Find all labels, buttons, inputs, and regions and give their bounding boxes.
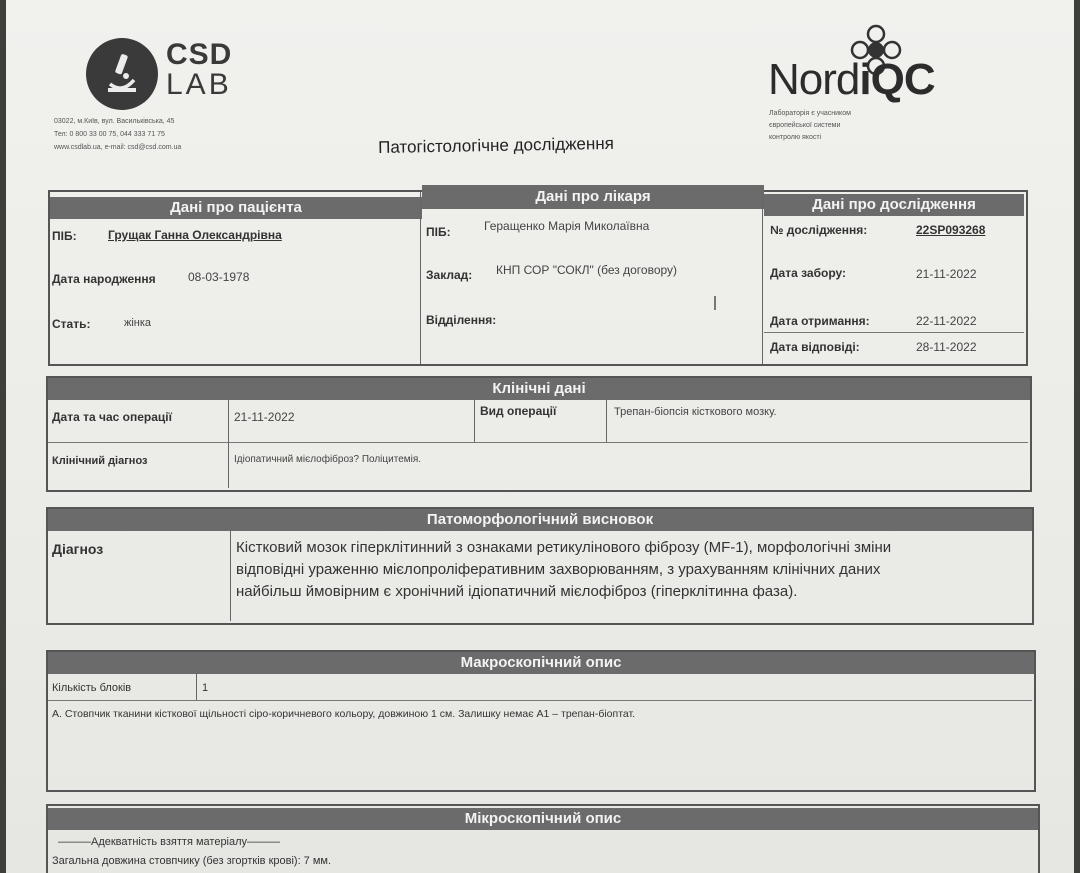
nordiqc-light: Nord [768, 55, 860, 104]
clinical-diagnosis-value: Ідіопатичний мієлофіброз? Поліцитемія. [234, 454, 422, 465]
column-divider [230, 531, 231, 621]
patient-name-value: Грущак Ганна Олександрівна [108, 228, 282, 242]
partner-line-1: Лабораторія є учасником [769, 110, 851, 117]
op-datetime-label: Дата та час операції [52, 410, 172, 424]
patient-name-label: ПІБ: [52, 229, 77, 243]
op-type-label: Вид операції [480, 404, 557, 418]
column-divider [420, 192, 421, 364]
patient-sex-label: Стать: [52, 317, 91, 331]
study-number-value: 22SP093268 [916, 223, 986, 237]
column-divider [474, 400, 475, 442]
conclusion-line-2: відповідні ураженню мієлопроліферативним захворюванням, з урахуванням клінічних даних [236, 561, 881, 578]
column-divider [762, 192, 763, 364]
column-divider [228, 400, 229, 488]
ink-mark [714, 296, 716, 310]
doctor-department-label: Відділення: [426, 313, 497, 327]
patient-header: Дані про пацієнта [50, 197, 422, 219]
op-type-value: Трепан-біопсія кісткового мозку. [614, 406, 777, 418]
conclusion-line-3: найбільш ймовірним є хронічний ідіопатичний мієлофіброз (гіперклітинна фаза). [236, 583, 798, 600]
clinical-header: Клінічні дані [48, 378, 1030, 400]
micro-adequacy-heading: Адекватність взяття матеріалу [91, 836, 248, 848]
patient-dob-value: 08-03-1978 [188, 270, 250, 284]
micro-length-line: Загальна довжина стовпчику (без згортків крові): 7 мм. [52, 855, 332, 867]
study-header: Дані про дослідження [764, 194, 1024, 216]
address-line-3: www.csdlab.ua, e-mail: csd@csd.com.ua [54, 144, 182, 151]
micro-header: Мікроскопічний опис [48, 808, 1038, 830]
partner-line-2: європейської системи [769, 122, 841, 129]
patient-sex-value: жінка [124, 317, 152, 329]
doctor-institution-label: Заклад: [426, 268, 473, 282]
nordiqc-bold: iQC [859, 55, 935, 104]
conclusion-header: Патоморфологічний висновок [48, 509, 1032, 531]
column-divider [606, 400, 607, 442]
logo-line-2: LAB [166, 68, 232, 101]
conclusion-line-1: Кістковий мозок гіперклітинний з ознаками ретикулінового фіброзу (MF-1), морфологічні зміни [236, 539, 892, 556]
nordiqc-logo [768, 55, 935, 104]
page-title: Патогістологічне дослідження [378, 133, 615, 157]
document-page [6, 0, 1074, 873]
address-line-2: Тел: 0 800 33 00 75, 044 333 71 75 [54, 131, 165, 138]
logo-line-1: CSD [166, 38, 233, 71]
macro-header: Макроскопічний опис [48, 652, 1034, 674]
row-divider [48, 442, 1028, 443]
column-divider [196, 674, 197, 700]
doctor-name-label: ПІБ: [426, 225, 451, 239]
study-response-value: 28-11-2022 [916, 340, 977, 354]
doctor-institution-value: КНП СОР "СОКЛ" (без договору) [496, 263, 678, 277]
macro-description: А. Стовпчик тканини кісткової щільності сіро-коричневого кольору, довжиною 1 см. Залишку немає А1 – трепан-біоптат. [52, 708, 636, 720]
partner-line-3: контролю якості [769, 134, 822, 141]
row-divider [764, 332, 1024, 333]
blocks-label: Кількість блоків [52, 682, 132, 694]
conclusion-diagnosis-label: Діагноз [52, 541, 104, 557]
study-number-label: № дослідження: [770, 223, 868, 237]
op-datetime-value: 21-11-2022 [234, 410, 295, 424]
row-divider [48, 700, 1032, 701]
blocks-value: 1 [202, 682, 209, 694]
patient-dob-label: Дата народження [52, 272, 156, 286]
address-line-1: 03022, м.Київ, вул. Васильківська, 45 [54, 118, 175, 125]
microscope-icon [86, 38, 158, 110]
study-received-label: Дата отримання: [770, 314, 870, 328]
doctor-name-value: Геращенко Марія Миколаївна [484, 219, 650, 233]
study-collection-value: 21-11-2022 [916, 267, 977, 281]
study-collection-label: Дата забору: [770, 266, 847, 280]
doctor-header: Дані про лікаря [422, 185, 764, 209]
study-received-value: 22-11-2022 [916, 314, 977, 328]
micro-adequacy: ———Адекватність взяття матеріалу——— [58, 836, 281, 848]
clinical-diagnosis-label: Клінічний діагноз [52, 455, 148, 467]
study-response-label: Дата відповіді: [770, 340, 860, 354]
